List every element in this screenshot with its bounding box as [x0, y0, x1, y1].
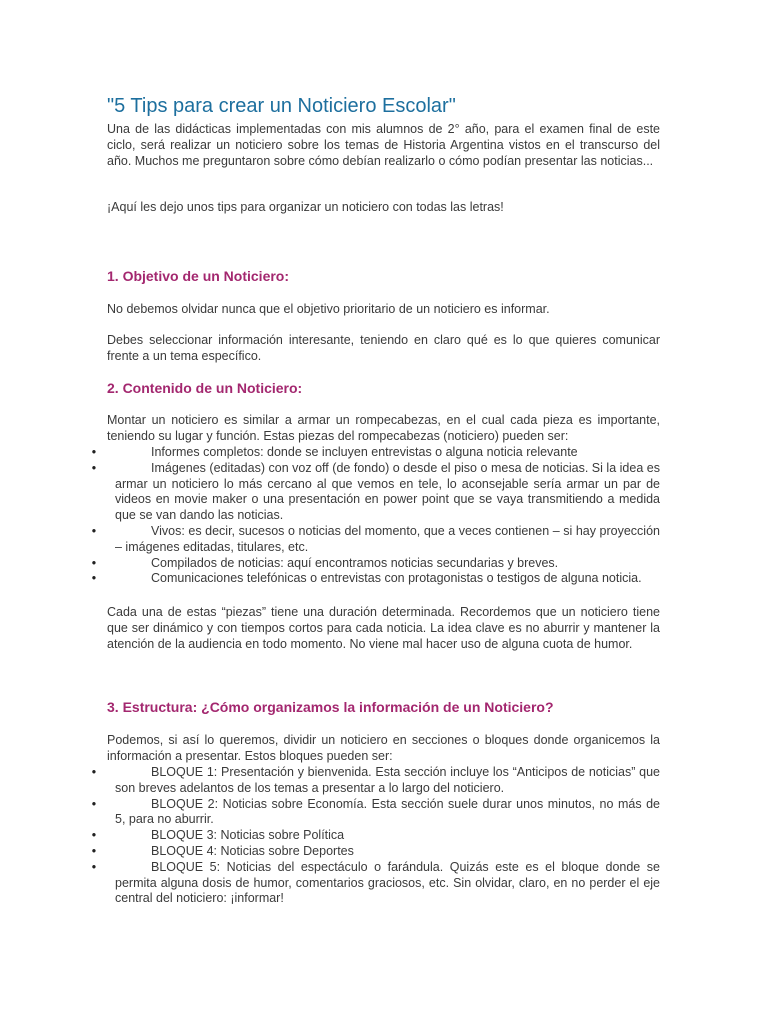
bullet-icon: •: [91, 859, 97, 874]
bullet-icon: •: [91, 571, 97, 586]
section-1-paragraph-2: Debes seleccionar información interesante, teniendo en claro qué es lo que quieres comunicar frente a un tema específico.: [107, 333, 660, 363]
list-item-text: BLOQUE 2: Noticias sobre Economía. Esta sección suele durar unos minutos, no más de 5, para no aburrir.: [115, 796, 660, 827]
section-1-heading: 1. Objetivo de un Noticiero:: [107, 268, 290, 284]
bullet-icon: •: [91, 445, 97, 459]
intro-paragraph-2: ¡Aquí les dejo unos tips para organizar un noticiero con todas las letras!: [107, 200, 504, 214]
list-item: [88, 828, 660, 844]
list-item-text: Vivos: es decir, sucesos o noticias del momento, que a veces contienen – si hay proyección – imágenes editadas, titulares, etc.: [115, 523, 660, 554]
bullet-icon: •: [91, 796, 97, 811]
list-item-text: BLOQUE 4: Noticias sobre Deportes: [151, 843, 354, 858]
section-3-heading: 3. Estructura: ¿Cómo organizamos la información de un Noticiero?: [107, 699, 554, 715]
bullet-icon: •: [91, 523, 97, 538]
bullet-icon: •: [91, 555, 97, 570]
list-item-text: Compilados de noticias: aquí encontramos noticias secundarias y breves.: [151, 555, 559, 570]
bullet-icon: •: [91, 828, 97, 843]
intro-paragraph-1: Una de las didácticas implementadas con mis alumnos de 2° año, para el examen final de este ciclo, será realizar un noticiero sobre los temas de Historia Argentina vistos en el transcurso del año. Muchos me preguntaron sobre cómo debían realizarlo o cómo podían presentar las noticias...: [107, 122, 660, 168]
section-2-heading: 2. Contenido de un Noticiero:: [107, 380, 303, 396]
list-item: [88, 461, 660, 524]
list-item: [88, 524, 660, 556]
list-item: [88, 445, 660, 461]
section-3-list: [88, 765, 660, 907]
section-2-list: [88, 445, 660, 587]
list-item-text: BLOQUE 5: Noticias del espectáculo o farándula. Quizás este es el bloque donde se permita alguna dosis de humor, comentarios graciosos, etc. Sin olvidar, claro, en no perder el eje central del noticiero: ¡informar!: [115, 859, 660, 906]
bullet-icon: •: [91, 460, 97, 475]
list-item-text: BLOQUE 3: Noticias sobre Política: [151, 828, 345, 843]
list-item-text: BLOQUE 1: Presentación y bienvenida. Esta sección incluye los “Anticipos de noticias” que son breves adelantos de los temas a presentar a lo largo del noticiero.: [115, 765, 660, 795]
list-item: [88, 860, 660, 907]
list-item: [88, 765, 660, 797]
list-item: [88, 797, 660, 829]
list-item: [88, 571, 660, 587]
list-item-text: Comunicaciones telefónicas o entrevistas con protagonistas o testigos de alguna noticia.: [151, 571, 642, 586]
list-item: [88, 556, 660, 572]
document-title: "5 Tips para crear un Noticiero Escolar": [107, 95, 456, 117]
bullet-icon: •: [91, 843, 97, 858]
section-2-intro: Montar un noticiero es similar a armar un rompecabezas, en el cual cada pieza es importante, teniendo su lugar y función. Estas piezas del rompecabezas (noticiero) pueden ser:: [107, 413, 660, 443]
list-item: [88, 844, 660, 860]
list-item-text: Informes completos: donde se incluyen entrevistas o alguna noticia relevante: [151, 445, 578, 459]
section-2-outro: Cada una de estas “piezas” tiene una duración determinada. Recordemos que un noticiero tiene que ser dinámico y con tiempos cortos para cada noticia. La idea clave es no aburrir y mantener la atención de la audiencia en todo momento. No viene mal hacer uso de alguna cuota de humor.: [107, 605, 660, 651]
section-1-paragraph-1: No debemos olvidar nunca que el objetivo prioritario de un noticiero es informar.: [107, 302, 550, 316]
list-item-text: Imágenes (editadas) con voz off (de fondo) o desde el piso o mesa de noticias. Si la idea es armar un noticiero lo más cercano al que vemos en tele, lo aconsejable sería armar un par de videos en movie maker o una presentación en power point que se vaya transmitiendo a medida que se van dando las noticias.: [115, 460, 660, 523]
section-3-intro: Podemos, si así lo queremos, dividir un noticiero en secciones o bloques donde organicemos la información a presentar. Estos bloques pueden ser:: [107, 733, 660, 763]
bullet-icon: •: [91, 765, 97, 779]
